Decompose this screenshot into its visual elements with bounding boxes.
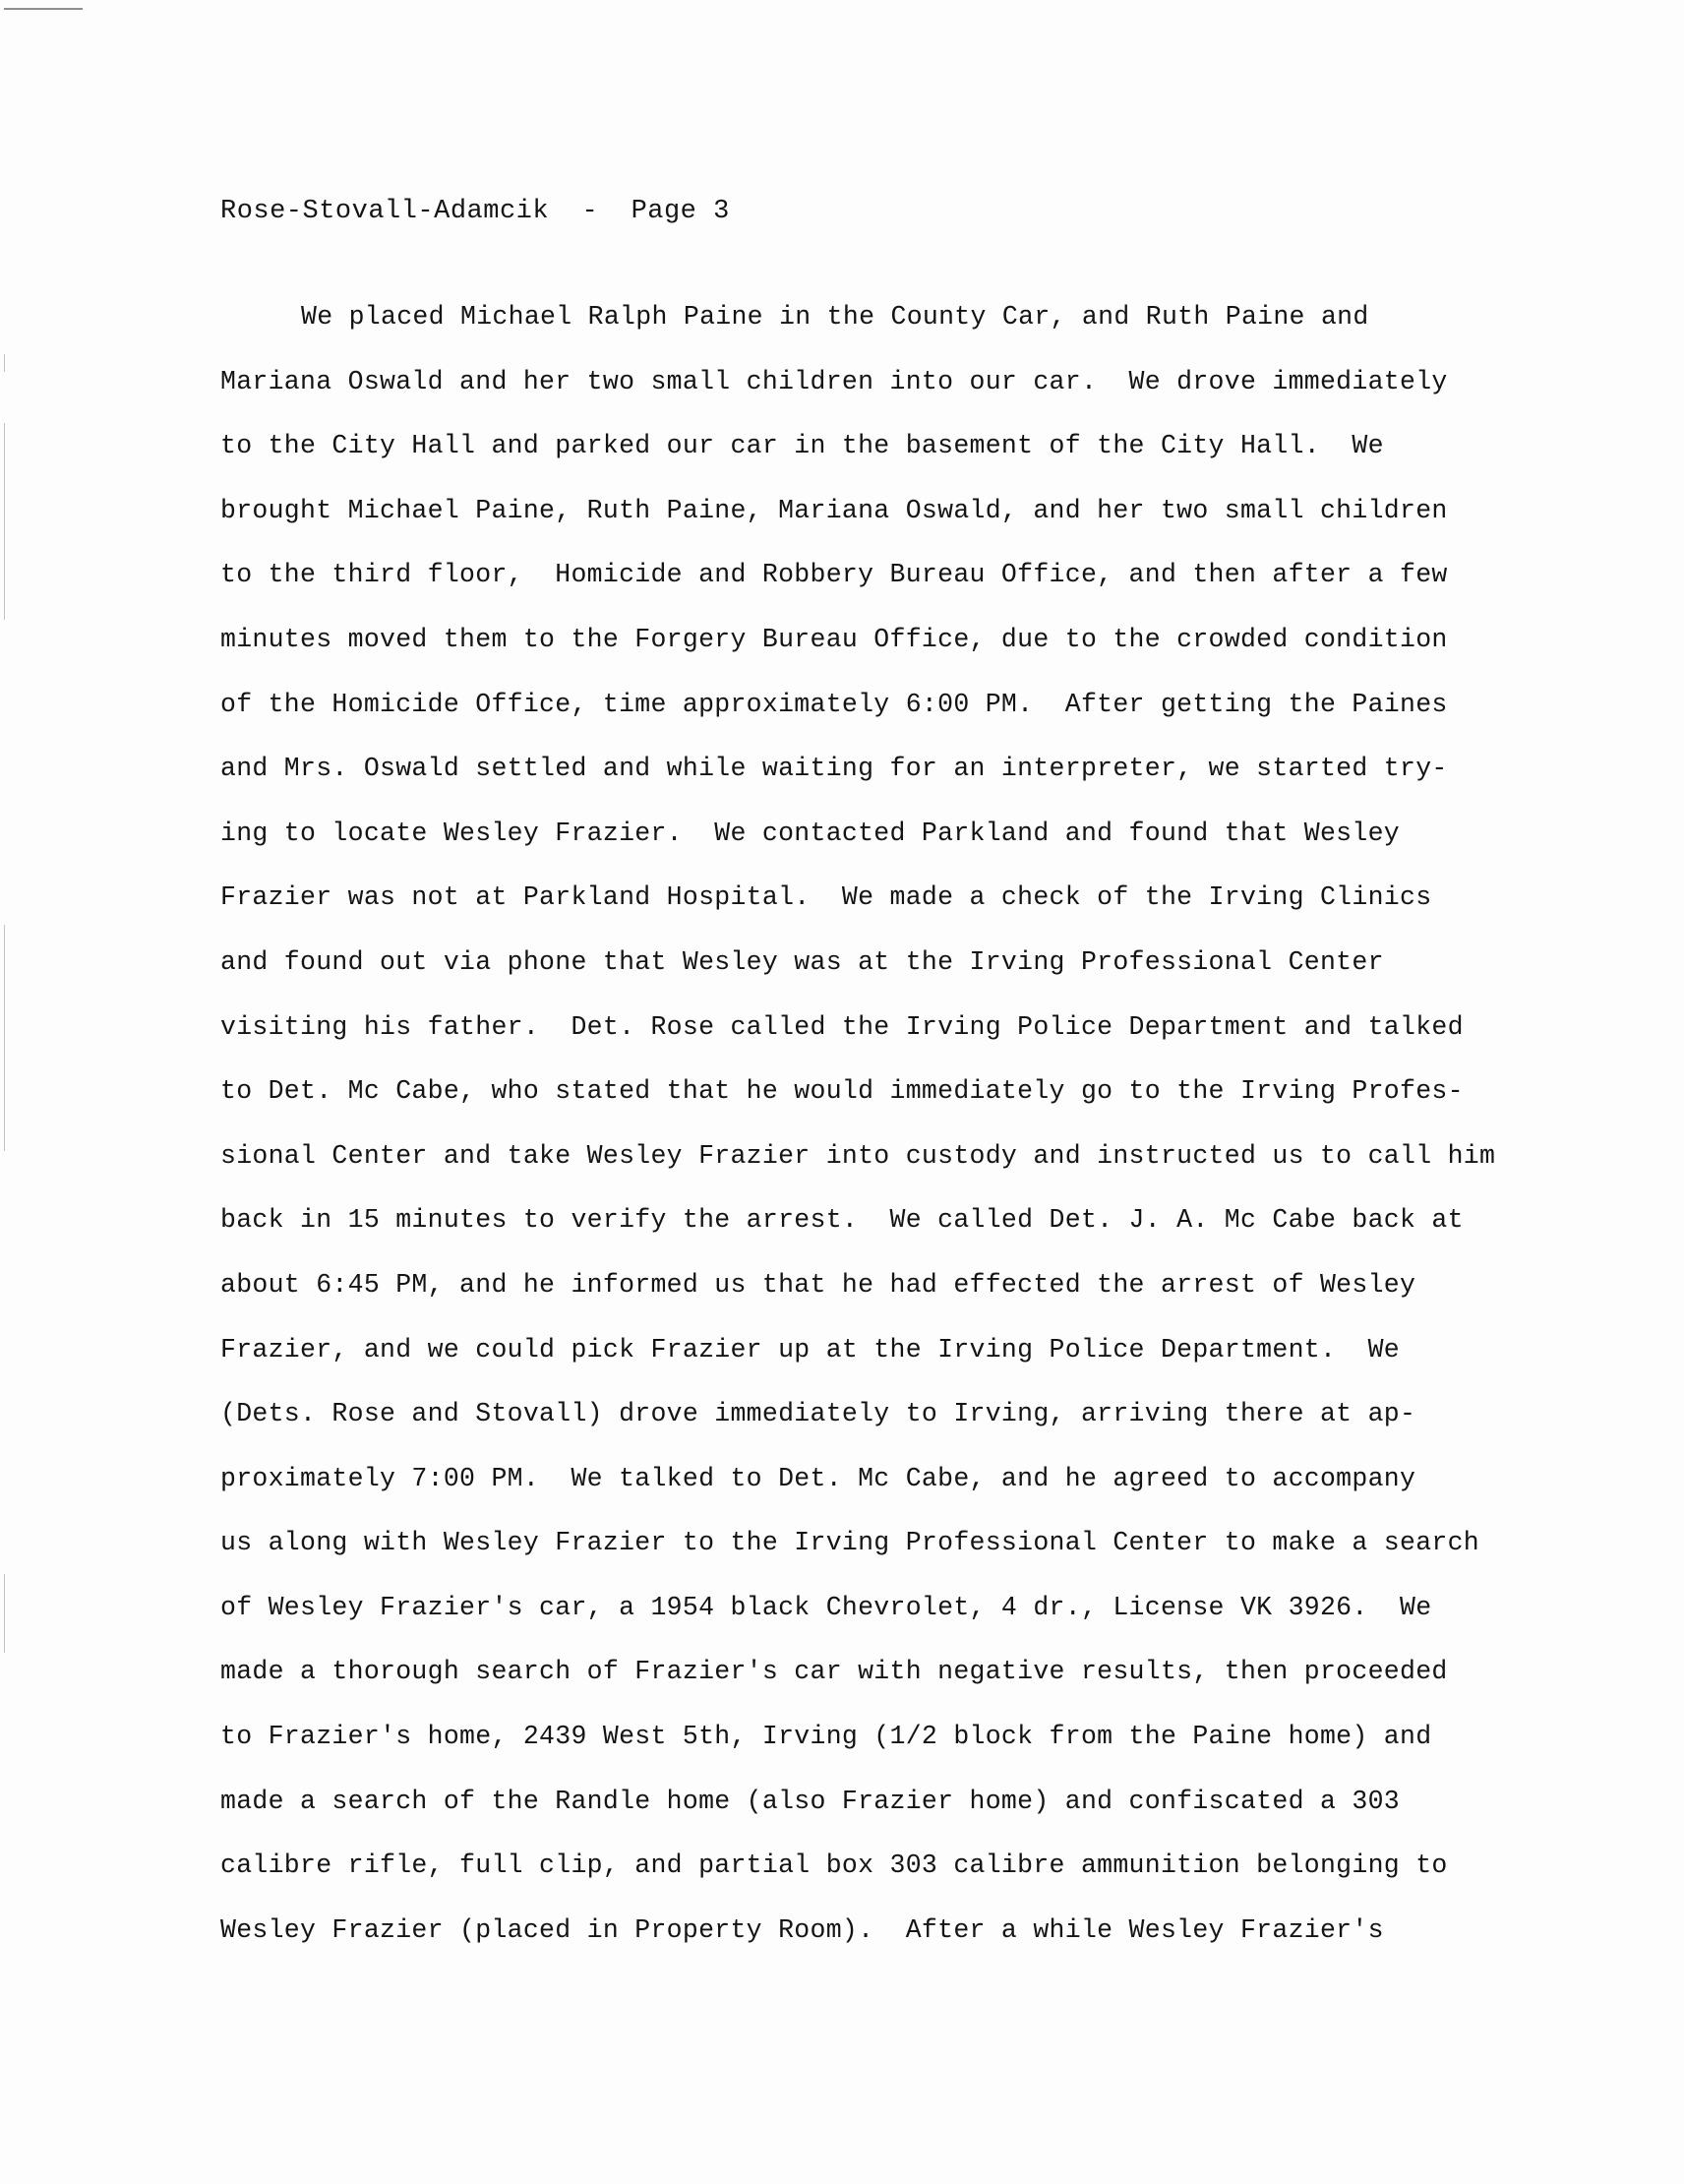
text-line: to Frazier's home, 2439 West 5th, Irving (1/2 block from the Paine home) and <box>220 1722 1432 1752</box>
scan-margin-mark <box>4 1574 5 1653</box>
text-line: to the City Hall and parked our car in the basement of the City Hall. We <box>220 431 1384 461</box>
text-line: about 6:45 PM, and he informed us that he had effected the arrest of Wesley <box>220 1269 1416 1300</box>
text-line: Frazier, and we could pick Frazier up at the Irving Police Department. We <box>220 1334 1400 1365</box>
text-line: Frazier was not at Parkland Hospital. We made a check of the Irving Clinics <box>220 882 1432 913</box>
text-line: sional Center and take Wesley Frazier into custody and instructed us to call him <box>220 1140 1496 1171</box>
text-line: Wesley Frazier (placed in Property Room). After a while Wesley Frazier's <box>220 1914 1384 1945</box>
text-line: to the third floor, Homicide and Robbery Bureau Office, and then after a few <box>220 560 1448 590</box>
scan-margin-mark <box>4 354 5 372</box>
text-line: of Wesley Frazier's car, a 1954 black Chevrolet, 4 dr., License VK 3926. We <box>220 1592 1432 1622</box>
text-line: made a search of the Randle home (also Frazier home) and confiscated a 303 <box>220 1786 1400 1816</box>
text-line: brought Michael Paine, Ruth Paine, Mariana Oswald, and her two small children <box>220 495 1448 525</box>
scan-margin-mark <box>4 423 5 620</box>
text-line: made a thorough search of Frazier's car with negative results, then proceeded <box>220 1657 1448 1687</box>
text-line: to Det. Mc Cabe, who stated that he would immediately go to the Irving Profes- <box>220 1076 1464 1107</box>
text-line: proximately 7:00 PM. We talked to Det. Mc Cabe, and he agreed to accompany <box>220 1463 1416 1493</box>
text-line: calibre rifle, full clip, and partial box 303 calibre ammunition belonging to <box>220 1850 1448 1881</box>
text-line: (Dets. Rose and Stovall) drove immediately to Irving, arriving there at ap- <box>220 1399 1416 1429</box>
text-line: Mariana Oswald and her two small children into our car. We drove immediately <box>220 366 1448 396</box>
scan-margin-mark <box>4 925 5 1151</box>
body-text <box>220 285 1568 1963</box>
text-line: and found out via phone that Wesley was at the Irving Professional Center <box>220 946 1384 977</box>
text-line: We placed Michael Ralph Paine in the County Car, and Ruth Paine and <box>301 302 1369 332</box>
page-header: Rose-Stovall-Adamcik - Page 3 <box>220 197 730 226</box>
text-line: back in 15 minutes to verify the arrest. We called Det. J. A. Mc Cabe back at <box>220 1205 1464 1236</box>
text-line: ing to locate Wesley Frazier. We contacted Parkland and found that Wesley <box>220 818 1400 848</box>
text-line: us along with Wesley Frazier to the Irving Professional Center to make a search <box>220 1528 1480 1558</box>
scan-corner-mark <box>4 8 83 10</box>
text-line: and Mrs. Oswald settled and while waiting for an interpreter, we started try- <box>220 754 1448 784</box>
text-line: minutes moved them to the Forgery Bureau Office, due to the crowded condition <box>220 624 1448 654</box>
text-line: visiting his father. Det. Rose called the Irving Police Department and talked <box>220 1011 1464 1042</box>
text-line: of the Homicide Office, time approximately 6:00 PM. After getting the Paines <box>220 689 1448 719</box>
